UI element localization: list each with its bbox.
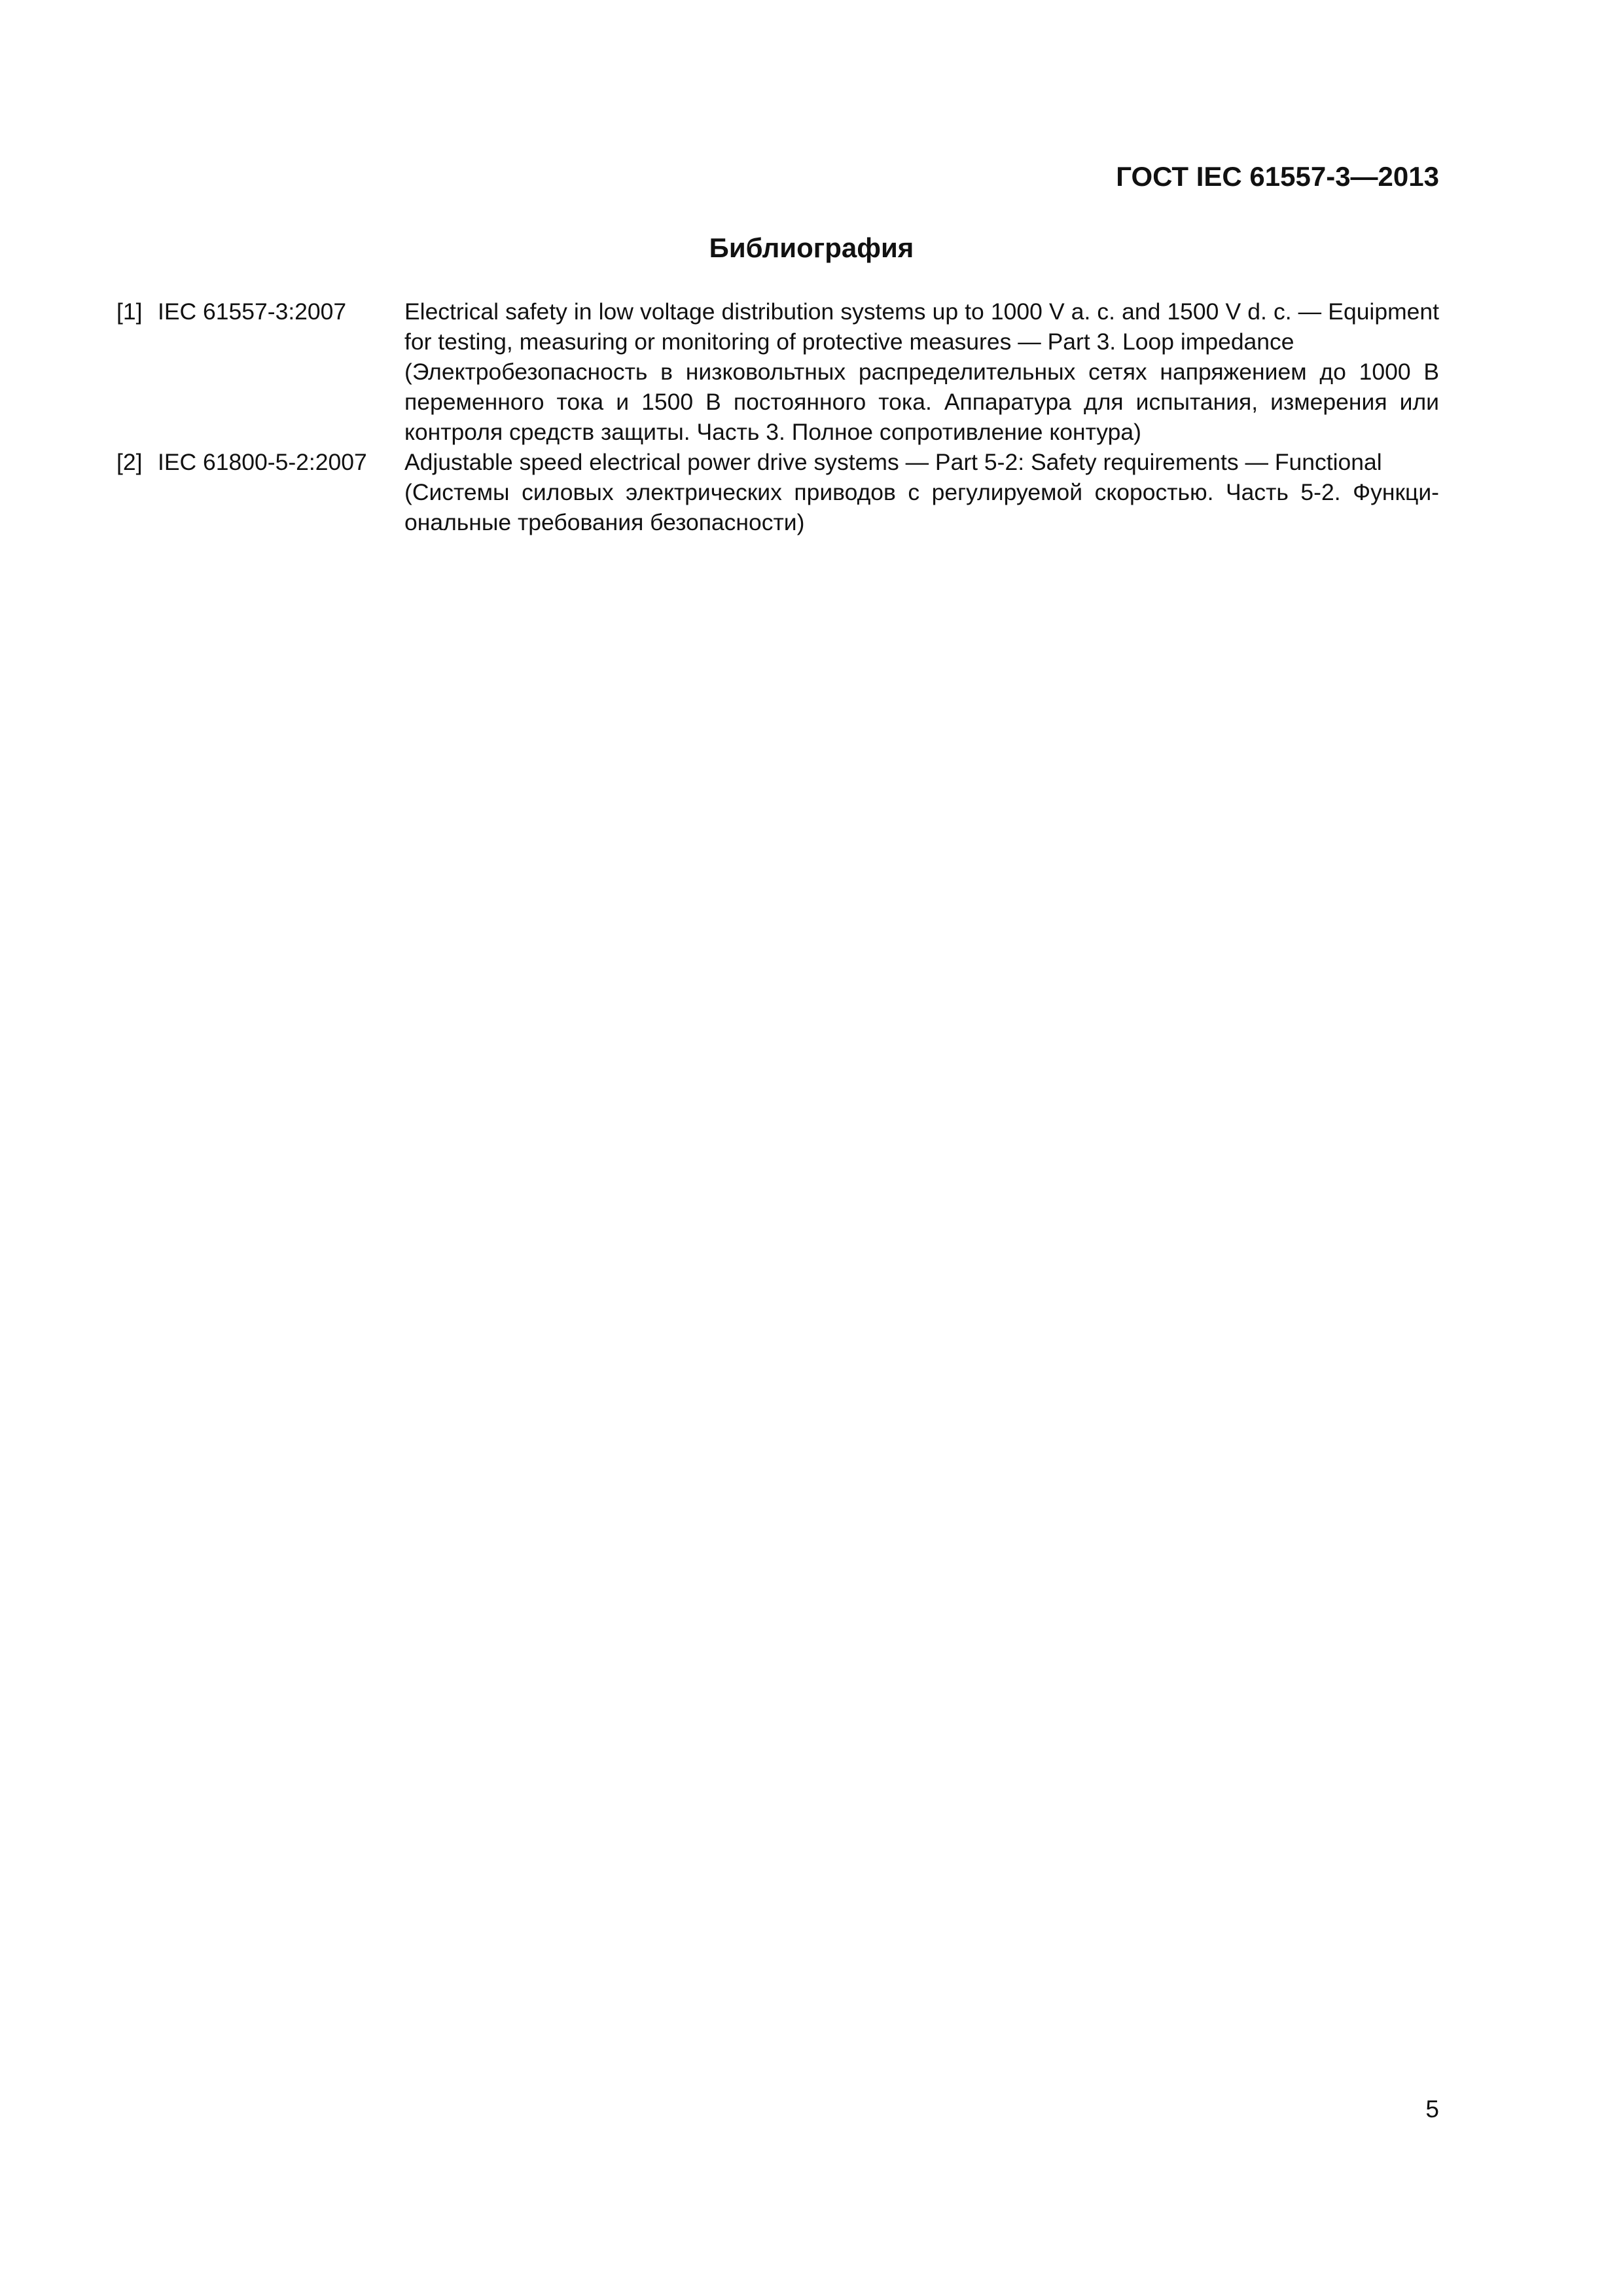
bibliography-entry bbox=[116, 296, 1439, 447]
page-number: 5 bbox=[1425, 2096, 1439, 2123]
reference-title-english: Adjustable speed electrical power drive systems — Part 5-2: Safety requirements — Functional bbox=[404, 449, 1382, 475]
document-code-header: ГОСТ IEC 61557-3—2013 bbox=[1116, 161, 1439, 192]
reference-number: [1] bbox=[116, 298, 143, 325]
reference-standard-code: IEC 61800-5-2:2007 bbox=[158, 449, 367, 475]
reference-body bbox=[404, 296, 1439, 447]
reference-standard-code: IEC 61557-3:2007 bbox=[158, 298, 347, 325]
reference-title-english: Electrical safety in low voltage distribution systems up to 1000 V a. c. and 1500 V d. c. — Equipment for testing, measuring or monitoring of protective measures — Part 3. Loop impedance bbox=[404, 298, 1439, 355]
reference-title-russian: (Электробезопасность в низковольтных распределительных сетях напряжением до 1000 В переменного тока и 1500 В постоянного тока. Аппаратура для испытания, измерения или контроля средств защиты. Часть 3. Полное сопротивление контура) bbox=[404, 359, 1439, 445]
reference-number: [2] bbox=[116, 449, 143, 475]
bibliography-entry bbox=[116, 447, 1439, 537]
reference-body bbox=[404, 447, 1439, 537]
reference-title-russian: (Системы силовых электрических приводов с регулируемой скоростью. Часть 5-2. Функциональные требования безопасности) bbox=[404, 479, 1439, 535]
section-title: Библиография bbox=[709, 232, 914, 263]
bibliography-list bbox=[116, 296, 1439, 537]
